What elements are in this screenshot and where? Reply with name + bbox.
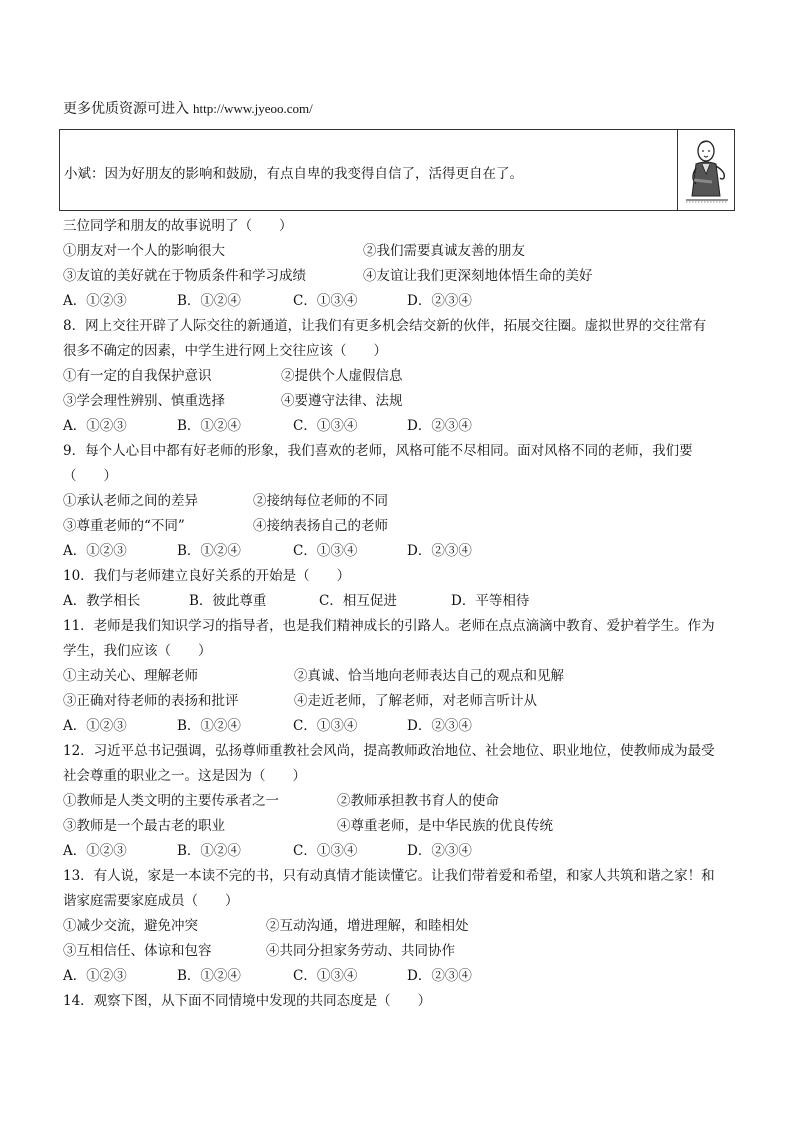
- q11-option-3: ③正确对待老师的表扬和批评: [63, 693, 239, 709]
- q12-option-2: ②教师承担教书育人的使命: [337, 793, 499, 809]
- q11-choice-a[interactable]: A．①②③: [63, 718, 127, 734]
- q11-option-2: ②真诚、恰当地向老师表达自己的观点和见解: [294, 668, 564, 684]
- q8-options-row2: [63, 389, 743, 414]
- q13-choice-d[interactable]: D．②③④: [407, 968, 472, 984]
- q7-option-4: ④友谊让我们更深刻地体悟生命的美好: [363, 268, 593, 284]
- q11-choice-d[interactable]: D．②③④: [407, 718, 472, 734]
- q9-option-1: ①承认老师之间的差异: [63, 493, 198, 509]
- q12-options-row2: [63, 814, 743, 839]
- q12-stem-line2: 社会尊重的职业之一。这是因为（ ）: [63, 768, 306, 784]
- q12-option-4: ④尊重老师，是中华民族的优良传统: [337, 818, 553, 834]
- q13-option-1: ①减少交流，避免冲突: [63, 918, 198, 934]
- q8-options-row1: [63, 364, 743, 389]
- q12-option-3: ③教师是一个最古老的职业: [63, 818, 225, 834]
- q9-choice-d[interactable]: D．②③④: [407, 543, 472, 559]
- quote-box: [59, 129, 735, 211]
- q13-choice-c[interactable]: C．①③④: [293, 968, 358, 984]
- q11-option-1: ①主动关心、理解老师: [63, 668, 198, 684]
- q13-choices: [63, 964, 743, 989]
- q7-options-row2: [63, 264, 743, 289]
- q11-options-row2: [63, 689, 743, 714]
- q11-options-row1: [63, 664, 743, 689]
- q13-option-3: ③互相信任、体谅和包容: [63, 943, 212, 959]
- q10-choices: [63, 589, 743, 614]
- q10-choice-d[interactable]: D．平等相待: [451, 593, 530, 609]
- q7-option-2: ②我们需要真诚友善的朋友: [363, 243, 525, 259]
- q8-choice-b[interactable]: B．①②④: [177, 418, 241, 434]
- q12-stem-line1: 12．习近平总书记强调，弘扬尊师重教社会风尚，提高教师政治地位、社会地位、职业地位，使教师成为最受: [63, 743, 715, 759]
- q12-option-1: ①教师是人类文明的主要传承者之一: [63, 793, 279, 809]
- q13-stem-line2: 谐家庭需要家庭成员（ ）: [63, 893, 239, 909]
- q8-choices: [63, 414, 743, 439]
- q12-options-row1: [63, 789, 743, 814]
- q9-options-row1: [63, 489, 743, 514]
- q9-choices: [63, 539, 743, 564]
- q11-choice-c[interactable]: C．①③④: [293, 718, 358, 734]
- header-label: 更多优质资源可进入: [63, 101, 189, 117]
- box-divider: [677, 130, 678, 210]
- q13-option-2: ②互动沟通，增进理解，和睦相处: [266, 918, 469, 934]
- q11-choice-b[interactable]: B．①②④: [177, 718, 241, 734]
- q13-choice-a[interactable]: A．①②③: [63, 968, 127, 984]
- q12-choice-b[interactable]: B．①②④: [177, 843, 241, 859]
- q8-option-3: ③学会理性辨别、慎重选择: [63, 393, 225, 409]
- q8-stem-line2: 很多不确定的因素，中学生进行网上交往应该（ ）: [63, 343, 387, 359]
- q7-choice-a[interactable]: A．①②③: [63, 293, 127, 309]
- q10-stem: 10．我们与老师建立良好关系的开始是（ ）: [63, 568, 351, 584]
- q9-option-3: ③尊重老师的“不同”: [63, 518, 185, 534]
- q8-option-2: ②提供个人虚假信息: [281, 368, 403, 384]
- q12-choice-d[interactable]: D．②③④: [407, 843, 472, 859]
- question-content: [63, 214, 743, 1014]
- q12-choice-c[interactable]: C．①③④: [293, 843, 358, 859]
- q13-stem-line1: 13．有人说，家是一本读不完的书，只有动真情才能读懂它。让我们带着爱和希望，和家人共筑和谐之家！和: [63, 868, 715, 884]
- page-header: [63, 98, 313, 118]
- q8-choice-c[interactable]: C．①③④: [293, 418, 358, 434]
- q7-option-1: ①朋友对一个人的影响很大: [63, 243, 225, 259]
- q9-option-2: ②接纳每位老师的不同: [253, 493, 388, 509]
- q11-choices: [63, 714, 743, 739]
- q8-option-4: ④要遵守法律、法规: [281, 393, 403, 409]
- q7-options-row1: [63, 239, 743, 264]
- q8-stem-line1: 8．网上交往开辟了人际交往的新通道，让我们有更多机会结交新的伙伴，拓展交往圈。虚拟世界的交往常有: [63, 318, 707, 334]
- q7-choice-c[interactable]: C．①③④: [293, 293, 358, 309]
- q7-choices: [63, 289, 743, 314]
- q9-stem-line2: （ ）: [63, 468, 117, 484]
- quote-text: 小斌：因为好朋友的影响和鼓励，有点自卑的我变得自信了，活得更自在了。: [64, 166, 523, 182]
- header-url-link[interactable]: http://www.jyeoo.com/: [193, 101, 313, 116]
- boy-figure-icon: [682, 134, 732, 206]
- q12-choices: [63, 839, 743, 864]
- q11-option-4: ④走近老师，了解老师，对老师言听计从: [294, 693, 537, 709]
- q13-option-4: ④共同分担家务劳动、共同协作: [266, 943, 455, 959]
- q7-option-3: ③友谊的美好就在于物质条件和学习成绩: [63, 268, 306, 284]
- q9-choice-a[interactable]: A．①②③: [63, 543, 127, 559]
- q11-stem-line2: 学生，我们应该（ ）: [63, 643, 212, 659]
- q8-choice-a[interactable]: A．①②③: [63, 418, 127, 434]
- q12-choice-a[interactable]: A．①②③: [63, 843, 127, 859]
- q7-stem: 三位同学和朋友的故事说明了（ ）: [63, 218, 293, 234]
- q10-choice-b[interactable]: B．彼此尊重: [189, 593, 267, 609]
- q13-options-row2: [63, 939, 743, 964]
- q7-choice-b[interactable]: B．①②④: [177, 293, 241, 309]
- q10-choice-a[interactable]: A．教学相长: [63, 593, 141, 609]
- q9-option-4: ④接纳表扬自己的老师: [253, 518, 388, 534]
- q9-options-row2: [63, 514, 743, 539]
- q14-stem: 14．观察下图，从下面不同情境中发现的共同态度是（ ）: [63, 993, 432, 1009]
- q11-stem-line1: 11．老师是我们知识学习的指导者，也是我们精神成长的引路人。老师在点点滴滴中教育、爱护着学生。作为: [63, 618, 715, 634]
- q9-choice-b[interactable]: B．①②④: [177, 543, 241, 559]
- q8-option-1: ①有一定的自我保护意识: [63, 368, 212, 384]
- q10-choice-c[interactable]: C．相互促进: [319, 593, 397, 609]
- q9-choice-c[interactable]: C．①③④: [293, 543, 358, 559]
- q13-options-row1: [63, 914, 743, 939]
- q7-choice-d[interactable]: D．②③④: [407, 293, 472, 309]
- q13-choice-b[interactable]: B．①②④: [177, 968, 241, 984]
- q8-choice-d[interactable]: D．②③④: [407, 418, 472, 434]
- q9-stem-line1: 9．每个人心目中都有好老师的形象，我们喜欢的老师，风格可能不尽相同。面对风格不同的老师，我们要: [63, 443, 693, 459]
